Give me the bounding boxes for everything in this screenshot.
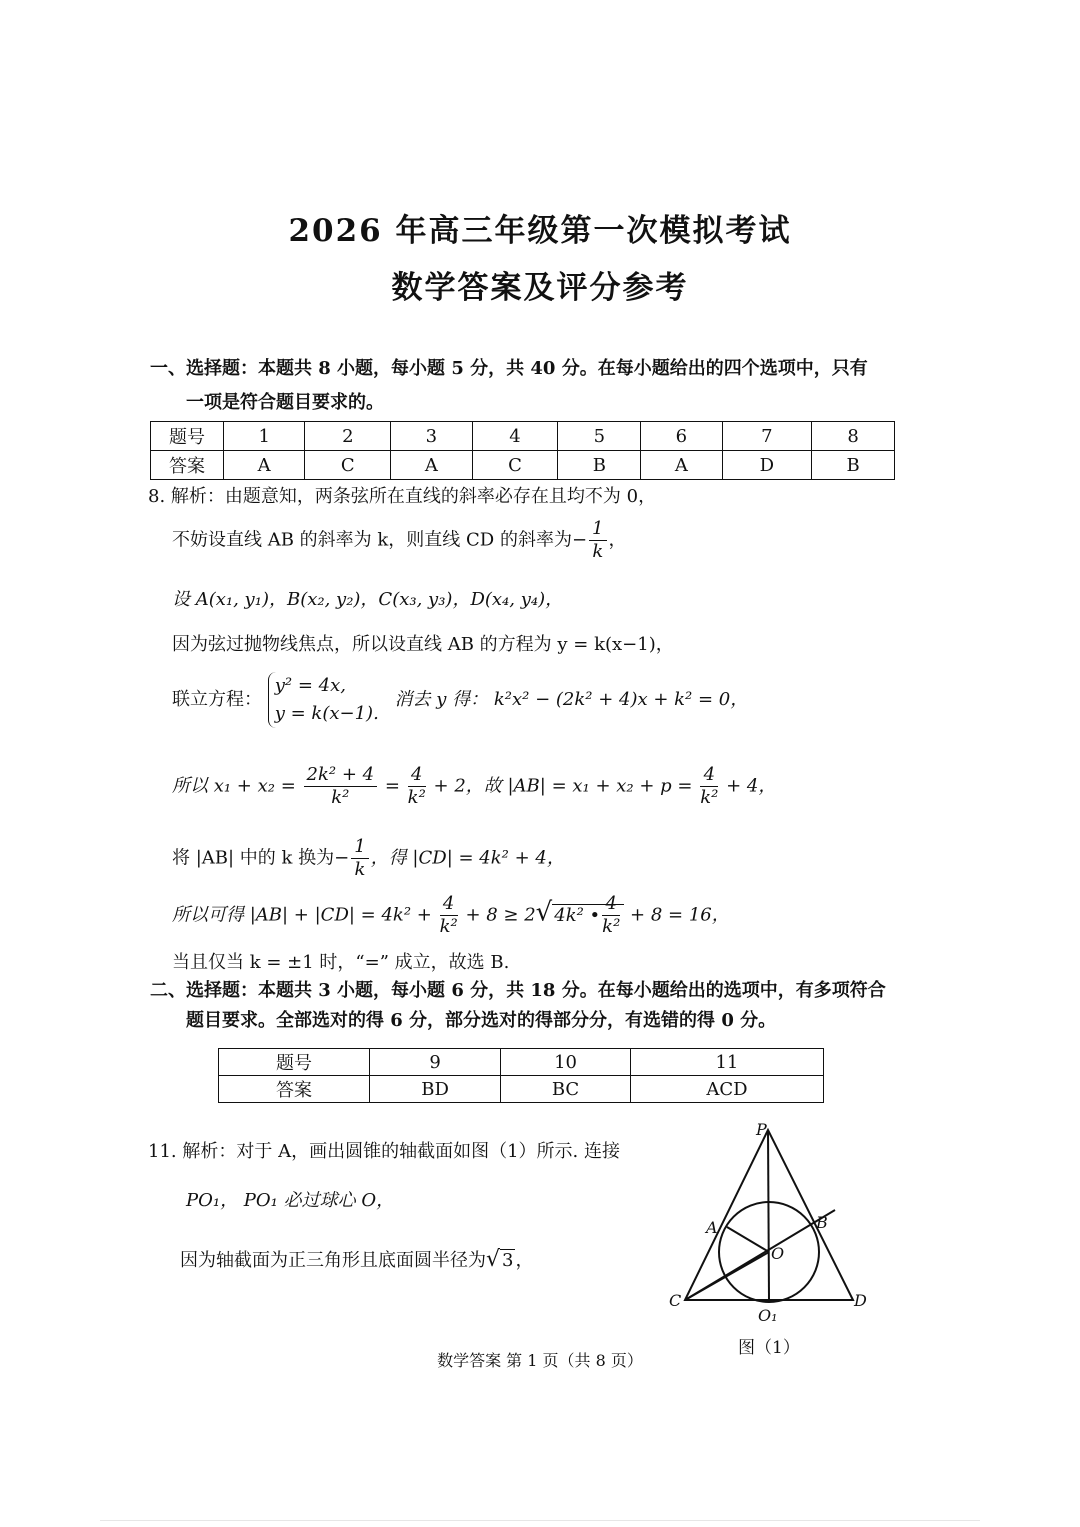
- table-label-answer: 答案: [151, 451, 224, 480]
- fraction-neg-one-over-k: [351, 836, 368, 881]
- table-cell-question: 7: [722, 422, 812, 451]
- fraction-numerator: 4: [408, 764, 426, 787]
- table-cell-answer: C: [472, 451, 558, 480]
- table-label-answer: 答案: [219, 1076, 370, 1103]
- table-cell-answer: B: [812, 451, 895, 480]
- table-cell-answer: A: [224, 451, 305, 480]
- fraction-3: [700, 764, 718, 809]
- fraction-1: [304, 764, 378, 809]
- table-cell-question: 6: [641, 422, 722, 451]
- table-row-questions: [219, 1049, 824, 1076]
- table-label-question: 题号: [219, 1049, 370, 1076]
- exam-subtitle: 数学答案及评分参考: [391, 270, 689, 306]
- table-cell-answer: BC: [501, 1076, 631, 1103]
- fraction-4-over-k2: [440, 893, 458, 938]
- table-cell-answer: A: [391, 451, 472, 480]
- q8-line-2: [172, 518, 627, 563]
- section1-answer-table: [150, 421, 895, 480]
- q8-line-7: [172, 836, 565, 881]
- minus-sign: −: [571, 529, 588, 551]
- fraction-numerator: 4: [700, 764, 718, 787]
- q8-line-1: 8. 解析：由题意知，两条弦所在直线的斜率必存在且均不为 0，: [148, 486, 657, 507]
- fraction-numerator: 4: [440, 893, 458, 916]
- equation-system: [268, 672, 379, 728]
- comma: ，: [515, 1250, 534, 1271]
- table-cell-answer: D: [722, 451, 812, 480]
- section1-heading-line1: 一、选择题：本题共 8 小题，每小题 5 分，共 40 分。在每小题给出的四个选项中，只有: [150, 358, 868, 379]
- q8-line-8-part-b: + 8 ≥ 2: [465, 904, 536, 926]
- label-C: C: [669, 1291, 682, 1310]
- table-cell-answer: BD: [370, 1076, 501, 1103]
- table-cell-answer: A: [641, 451, 722, 480]
- q8-line-2-text: 不妨设直线 AB 的斜率为 k，则直线 CD 的斜率为: [172, 529, 572, 551]
- table-cell-question: 11: [630, 1049, 823, 1076]
- axis-line-PO1: [768, 1130, 769, 1300]
- q8-line-9: 当且仅当 k = ±1 时，“=” 成立，故选 B.: [172, 952, 510, 973]
- fraction-numerator: 2k² + 4: [304, 764, 378, 787]
- q8-line-6-part-a: 所以 x₁ + x₂ =: [172, 775, 296, 797]
- q11-line-3-text: 因为轴截面为正三角形且底面圆半径为: [180, 1250, 486, 1271]
- sqrt-radicand: [552, 893, 624, 937]
- figure-caption: 图（1）: [738, 1338, 800, 1358]
- fraction-denominator: k: [354, 859, 366, 880]
- fraction-2: [408, 764, 426, 809]
- fraction-denominator: k²: [407, 787, 426, 808]
- fraction-neg-one-over-k: [589, 518, 606, 563]
- q8-line-6: [172, 764, 776, 809]
- q11-line-3: [180, 1245, 533, 1276]
- q8-line-8-part-c: + 8 = 16，: [630, 904, 730, 926]
- equals-sign: =: [384, 775, 400, 797]
- q8-line-5: [172, 672, 748, 728]
- table-cell-question: 9: [370, 1049, 501, 1076]
- sqrt-sign: √: [486, 1247, 501, 1272]
- table-cell-question: 1: [224, 422, 305, 451]
- table-cell-answer: B: [558, 451, 641, 480]
- label-D: D: [854, 1291, 867, 1310]
- label-O1: O₁: [758, 1306, 778, 1325]
- label-A: A: [706, 1218, 718, 1237]
- label-P: P: [756, 1120, 767, 1139]
- q8-line-5-rest: 消去 y 得： k²x² − (2k² + 4)x + k² = 0，: [394, 689, 749, 710]
- fraction-denominator: k²: [700, 787, 719, 808]
- section2-answer-table: [218, 1048, 824, 1103]
- table-cell-question: 3: [391, 422, 472, 451]
- q8-line-3: 设 A(x₁, y₁)，B(x₂, y₂)，C(x₃, y₃)，D(x₄, y₄)，: [172, 589, 564, 610]
- sqrt-radicand: 3: [502, 1250, 514, 1271]
- table-cell-question: 5: [558, 422, 641, 451]
- table-cell-answer: ACD: [630, 1076, 823, 1103]
- table-cell-answer: C: [305, 451, 391, 480]
- q8-line-7-part-b: ，得 |CD| = 4k² + 4，: [370, 847, 565, 869]
- q11-line-2: PO₁， PO₁ 必过球心 O，: [186, 1190, 395, 1211]
- section1-heading-line2: 一项是符合题目要求的。: [186, 392, 384, 413]
- exam-title: 2026 年高三年级第一次模拟考试: [288, 213, 792, 249]
- table-cell-question: 8: [812, 422, 895, 451]
- comma: ，: [608, 529, 627, 551]
- table-label-question: 题号: [151, 422, 224, 451]
- table-cell-question: 4: [472, 422, 558, 451]
- equation-system-line-2: y = k(x−1).: [274, 703, 379, 724]
- fraction-numerator: 4: [602, 893, 620, 916]
- label-B: B: [816, 1213, 828, 1232]
- cone-axial-section-figure: [660, 1115, 880, 1345]
- fraction-denominator: k²: [602, 916, 621, 937]
- table-cell-question: 2: [305, 422, 391, 451]
- q8-line-6-part-c: + 4，: [726, 775, 777, 797]
- label-O: O: [771, 1244, 785, 1263]
- fraction-numerator: 1: [351, 836, 368, 859]
- minus-sign: −: [334, 847, 350, 869]
- q8-line-8: [172, 893, 730, 938]
- equation-system-line-1: y² = 4x,: [274, 675, 346, 696]
- fraction-denominator: k²: [331, 787, 350, 808]
- section2-heading-line2: 题目要求。全部选对的得 6 分，部分选对的得部分分，有选错的得 0 分。: [186, 1010, 777, 1031]
- fraction-4-over-k2-in-sqrt: [602, 893, 620, 938]
- q8-line-5-label: 联立方程：: [172, 689, 262, 710]
- sqrt-radicand-text: 4k² •: [554, 904, 601, 926]
- fraction-denominator: k²: [439, 916, 458, 937]
- page-bottom-divider: [100, 1520, 980, 1521]
- table-row-answers: [219, 1076, 824, 1103]
- table-row-answers: [151, 451, 895, 480]
- q8-line-6-part-b: + 2，故 |AB| = x₁ + x₂ + p =: [433, 775, 693, 797]
- fraction-numerator: 1: [589, 518, 606, 541]
- fraction-denominator: k: [592, 541, 604, 562]
- section2-heading-line1: 二、选择题：本题共 3 小题，每小题 6 分，共 18 分。在每小题给出的选项中，有多项符合: [150, 980, 886, 1001]
- sqrt-sign: √: [535, 897, 553, 928]
- table-cell-question: 10: [501, 1049, 631, 1076]
- q11-line-1: 11. 解析：对于 A，画出圆锥的轴截面如图（1）所示. 连接: [148, 1141, 620, 1162]
- radius-line-OA: [727, 1227, 769, 1252]
- q8-line-7-part-a: 将 |AB| 中的 k 换为: [172, 847, 335, 869]
- page-footer: 数学答案 第 1 页（共 8 页）: [437, 1351, 643, 1370]
- q8-line-4: 因为弦过抛物线焦点，所以设直线 AB 的方程为 y = k(x−1)，: [172, 634, 674, 655]
- q8-line-8-part-a: 所以可得 |AB| + |CD| = 4k² +: [172, 904, 432, 926]
- table-row-questions: [151, 422, 895, 451]
